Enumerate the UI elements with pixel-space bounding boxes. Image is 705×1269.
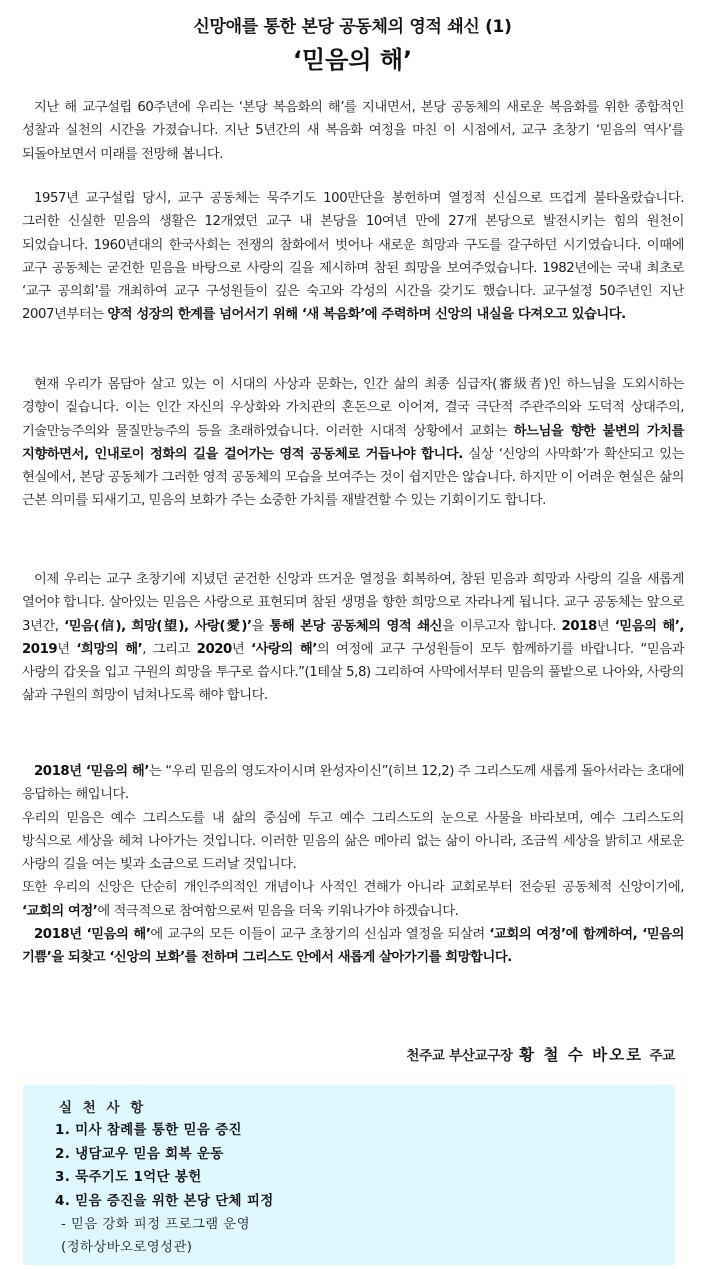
paragraph-emphasis: ‘믿음(信), 희망(望), 사랑(愛)’ (64, 618, 252, 634)
action-items-list (55, 1119, 274, 1259)
paragraph-text: 을 (251, 618, 270, 634)
paragraph-emphasis: 통해 본당 공동체의 영적 쇄신 (269, 618, 443, 634)
paragraph-2 (22, 187, 684, 327)
paragraph-text: 에 적극적으로 참여함으로써 믿음을 더욱 키워나가야 하겠습니다. (97, 903, 459, 919)
paragraph-emphasis: 하느님을 향한 불변의 가치를 지향하면서, 인내로이 정화의 길을 걸어가는 영적 공동체로 거듭나야 합니다. (22, 423, 684, 462)
paragraph-text: 또한 우리의 신앙은 단순히 개인주의적인 개념이나 사적인 견해가 아니라 교회로부터 전승된 공동체적 신앙이기에, (22, 880, 684, 896)
paragraph-text: 의 여정에 교구 구성원들이 모두 함께하기를 바랍니다. “믿음과 사랑의 갑옷을 입고 구원의 희망을 투구로 씁시다.”(1테살 5,8) 그리하여 사막에서부터 믿음의 풀밭으로 나아와, 사랑의 삶과 구원의 희망이 넘쳐나도록 해야 합니다. (22, 641, 685, 704)
signature (406, 1043, 675, 1065)
paragraph-emphasis: 양적 성장의 한계를 넘어서기 위해 ‘새 복음화’에 주력하며 신앙의 내실을 다져오고 있습니다. (107, 307, 626, 323)
paragraph-text: , 그리고 (142, 641, 197, 657)
title-block (0, 14, 705, 78)
paragraph-text: 우리의 믿음은 예수 그리스도를 내 삶의 중심에 두고 예수 그리스도의 눈으로 사물을 바라보며, 예수 그리스도의 방식으로 세상을 헤쳐 나아가는 것입니다. 이러한 믿음의 삶은 메아리 없는 삶이 아니라, 조금씩 세상을 밝히고 새로운 사랑의 길을 여는 빛과 소금으로 드러날 것입니다. (22, 810, 684, 873)
page-subtitle: ‘믿음의 해’ (292, 46, 413, 74)
year-of-love: ‘사랑의 해’ (251, 641, 317, 657)
action-sub-item: (정하상바오로영성관) (61, 1240, 193, 1255)
paragraph-emphasis: 2018년 ‘믿음의 해’ (34, 764, 149, 779)
paragraph-emphasis: 2018년 ‘믿음의 해’ (34, 927, 151, 943)
signature-suffix: 주교 (649, 1048, 675, 1064)
paragraph-text: 을 이루고자 합니다. (442, 618, 562, 634)
action-items-box (23, 1085, 675, 1265)
action-item: 3. 묵주기도 1억단 봉헌 (55, 1169, 202, 1185)
paragraph-text: 년 (596, 618, 615, 634)
signature-name: 황 철 수 바오로 (519, 1046, 644, 1064)
action-item: 1. 미사 참례를 통한 믿음 증진 (55, 1122, 242, 1138)
paragraph-text: 1957년 교구설립 당시, 교구 공동체는 묵주기도 100만단을 봉헌하며 열정적 신심으로 뜨겁게 불타올랐습니다. 그러한 신실한 믿음의 생활은 12개였던 교구 내 본당을 10여년 만에 27개 본당으로 발전시키는 힘의 원천이 되었습니다. 1960년대의 한국사회는 전쟁의 참화에서 벗어나 새로운 희망과 구도를 갈구하던 시기였습니다. 이때에 교구 공동체는 굳건한 믿음을 바탕으로 사랑의 길을 제시하며 참된 희망을 보여주었습니다. 1982년에는 국내 최초로 ‘교구 공의회’를 개최하여 교구 구성원들이 깊은 숙고와 각성의 시간을 갖기도 했습니다. 교구설정 50주년인 지난 2007년부터는 (22, 191, 684, 323)
paragraph-1 (22, 96, 684, 166)
action-sub-item: - 믿음 강화 피정 프로그램 운영 (61, 1217, 251, 1232)
paragraph-4 (22, 568, 684, 708)
paragraph-text: 지난 해 교구설립 60주년에 우리는 ‘본당 복음화의 해’를 지내면서, 본당 공동체의 새로운 복음화를 위한 종합적인 성찰과 실천의 시간을 가졌습니다. 지난 5년간의 새 복음화 여정을 마친 이 시점에서, 교구 초창기 ‘믿음의 역사’를 되돌아보면서 미래를 전망해 봅니다. (22, 100, 684, 162)
paragraph-text: 는 “우리 믿음의 영도자이시며 완성자이신”(히브 12,2) 주 그리스도께 새롭게 돌아서라는 초대에 응답하는 해입니다. (22, 764, 684, 803)
paragraph-text: 실상 ‘신앙의 사막화’가 확산되고 있는 현실에서, 본당 공동체가 그러한 영적 공동체의 모습을 보여주는 것이 쉽지만은 않습니다. 하지만 이 어려운 현실은 삶의 근본 의미를 되새기고, 믿음의 보화가 주는 소중한 가치를 재발견할 수 있는 기회이기도 합니다. (22, 446, 685, 509)
action-items-title: 실 천 사 항 (59, 1100, 147, 1116)
paragraph-5 (22, 760, 684, 970)
paragraph-emphasis: ‘교회의 여정’ (22, 903, 98, 919)
page-title: 신망애를 통한 본당 공동체의 영적 쇄신 (1) (193, 17, 512, 37)
action-item: 4. 믿음 증진을 위한 본당 단체 피정 (55, 1192, 274, 1209)
paragraph-text: 년 (57, 641, 77, 657)
paragraph-3 (22, 373, 684, 513)
year-2020: 2020 (196, 641, 232, 657)
paragraph-text: 현재 우리가 몸담아 살고 있는 이 시대의 사상과 문화는, 인간 삶의 최종 심급자(審級者)인 하느님을 도외시하는 경향이 짙습니다. 이는 인간 자신의 우상화와 가치관의 혼돈으로 이어져, 결국 극단적 주관주의와 도덕적 상대주의, 기술만능주의와 물질만능주의 등을 초래하였습니다. 이러한 시대적 상황에서 교회는 (22, 377, 684, 439)
year-2018: 2018 (561, 618, 597, 634)
paragraph-text: 년 (231, 641, 251, 657)
paragraph-emphasis: ‘교회의 여정’에 함께하여, ‘믿음의 기쁨’을 되찾고 ‘신앙의 보화’를 전하며 그리스도 안에서 새롭게 살아가기를 희망합니다. (22, 927, 685, 966)
year-of-hope: ‘희망의 해’ (76, 641, 143, 657)
paragraph-text: 에 교구의 모든 이들이 교구 초창기의 신심과 열정을 되살려 (150, 927, 490, 943)
action-item: 2. 냉담교우 믿음 회복 운동 (55, 1145, 224, 1162)
signature-prefix: 천주교 부산교구장 (406, 1048, 513, 1064)
paragraph-text: 이제 우리는 교구 초창기에 지녔던 굳건한 신앙과 뜨거운 열정을 회복하여, 참된 믿음과 희망과 사랑의 길을 새롭게 열어야 합니다. 살아있는 믿음은 사랑으로 표현되며 참된 생명을 향한 희망으로 자라나게 됩니다. 교구 공동체는 앞으로 3년간, (22, 572, 684, 634)
year-of-faith: ‘믿음의 해’, 2019 (22, 618, 685, 657)
